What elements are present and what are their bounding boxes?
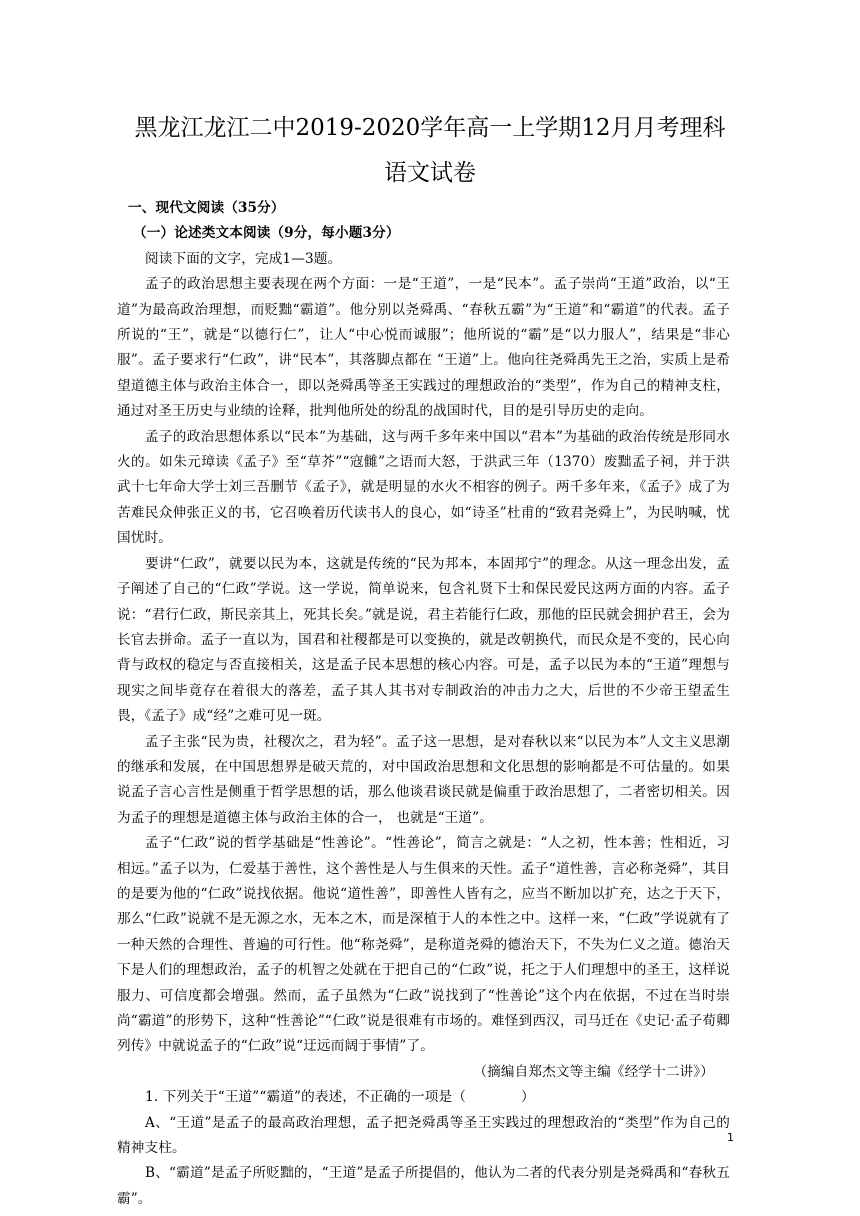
page-number: 1 [727, 1131, 734, 1144]
passage-paragraph-4: 孟子主张“民为贵，社稷次之，君为轻”。孟子这一思想，是对春秋以来“以民为本”人文主义思潮的继承和发展，在中国思想界是破天荒的，对中国政治思想和文化思想的影响都是不可估量的。如果说孟子言心言性是侧重于哲学思想的话，那么他谈君谈民就是偏重于政治思想了，二者密切相关。因为孟子的理想是道德主体与政治主体的合一， 也就是“王道”。 [117, 733, 730, 826]
passage-paragraph-5: 孟子“仁政”说的哲学基础是“性善论”。“性善论”，简言之就是：“人之初，性本善；性相近，习相远。”孟子以为，仁爱基于善性，这个善性是人与生俱来的天性。孟子“道性善，言必称尧舜”，其目的是要为他的“仁政”说找依据。他说“道性善”，即善性人皆有之，应当不断加以扩充，达之于天下，那么“仁政”说就不是无源之水，无本之木，而是深植于人的本性之中。这样一来，“仁政”学说就有了一种天然的合理性、普遍的可行性。他“称尧舜”，是称道尧舜的德治天下，不失为仁义之道。德治天下是人们的理想政治，孟子的机智之处就在于把自己的“仁政”说，托之于人们理想中的圣王，这样说服力、可信度都会增强。然而，孟子虽然为“仁政”说找到了“性善论”这个内在依据，不过在当时崇尚“霸道”的形势下，这种“性善论”“仁政”说是很难有市场的。难怪到西汉，司马迁在《史记·孟子荀卿列传》中就说孟子的“仁政”说“迂远而阔于事情”了。 [117, 835, 730, 1055]
passage-paragraph-1: 孟子的政治思想主要表现在两个方面：一是“王道”，一是“民本”。孟子崇尚“王道”政治，以“王道”为最高政治理想，而贬黜“霸道”。他分别以尧舜禹、“春秋五霸”为“王道”和“霸道”的代表。孟子所说的“王”，就是“以德行仁”，让人“中心悦而诚服”；他所说的“霸”是“以力服人”，结果是“非心服”。孟子要求行“仁政”，讲“民本”，其落脚点都在 “王道”上。他向往尧舜禹先王之治，实质上是希望道德主体与政治主体合一，即以尧舜禹等圣王实践过的理想政治的“类型”，作为自己的精神支柱，通过对圣王历史与业绩的诠释，批判他所处的纷乱的战国时代，目的是引导历史的走向。 [117, 276, 730, 420]
passage-source: （摘编自郑杰文等主编《经学十二讲》） [473, 1063, 714, 1080]
section-heading: 一、现代文阅读（35分） [128, 200, 285, 216]
passage-paragraph-2: 孟子的政治思想体系以“民本”为基础，这与两千多年来中国以“君本”为基础的政治传统是形同水火的。如朱元璋读《孟子》至“草芥”“寇雠”之语而大怒，于洪武三年（1370）废黜孟子祠，并于洪武十七年命大学士刘三吾删节《孟子》，就是明显的水火不相容的例子。两千多年来，《孟子》成了为苦难民众伸张正义的书，它召唤着历代读书人的良心，如“诗圣”杜甫的“致君尧舜上”，为民呐喊，忧国忧时。 [117, 428, 730, 547]
question-1-option-a: A、“王道”是孟子的最高政治理想，孟子把尧舜禹等圣王实践过的理想政治的“类型”作为自己的精神支柱。 [117, 1114, 730, 1157]
passage-paragraph-3: 要讲“仁政”，就要以民为本，这就是传统的“民为邦本，本固邦宁”的理念。从这一理念出发，孟子阐述了自己的“仁政”学说。这一学说，简单说来，包含礼贤下士和保民爱民这两方面的内容。孟子说：“君行仁政，斯民亲其上，死其长矣。”就是说，君主若能行仁政，那他的臣民就会拥护君王，会为长官去拼命。孟子一直以为，国君和社稷都是可以变换的，就是改朝换代，而民众是不变的，民心向背与政权的稳定与否直接相关，这是孟子民本思想的核心内容。可是，孟子以民为本的“王道”理想与现实之间毕竟存在着很大的落差，孟子其人其书对专制政治的冲击力之大，后世的不少帝王望孟生畏，《孟子》成“经”之难可见一斑。 [117, 555, 730, 725]
exam-title: 黑龙江龙江二中2019-2020学年高一上学期12月月考理科 [134, 115, 726, 141]
question-1: 1. 下列关于“王道”“霸道”的表述，不正确的一项是（ ） [145, 1089, 535, 1106]
reading-instruction: 阅读下面的文字，完成1—3题。 [145, 250, 342, 267]
subsection-heading: （一）论述类文本阅读（9分，每小题3分） [133, 225, 400, 242]
exam-subtitle: 语文试卷 [384, 160, 476, 186]
page-content [117, 196, 730, 1212]
question-1-option-b: B、“霸道”是孟子所贬黜的，“王道”是孟子所提倡的，他认为二者的代表分别是尧舜禹和“春秋五霸”。 [117, 1165, 730, 1207]
